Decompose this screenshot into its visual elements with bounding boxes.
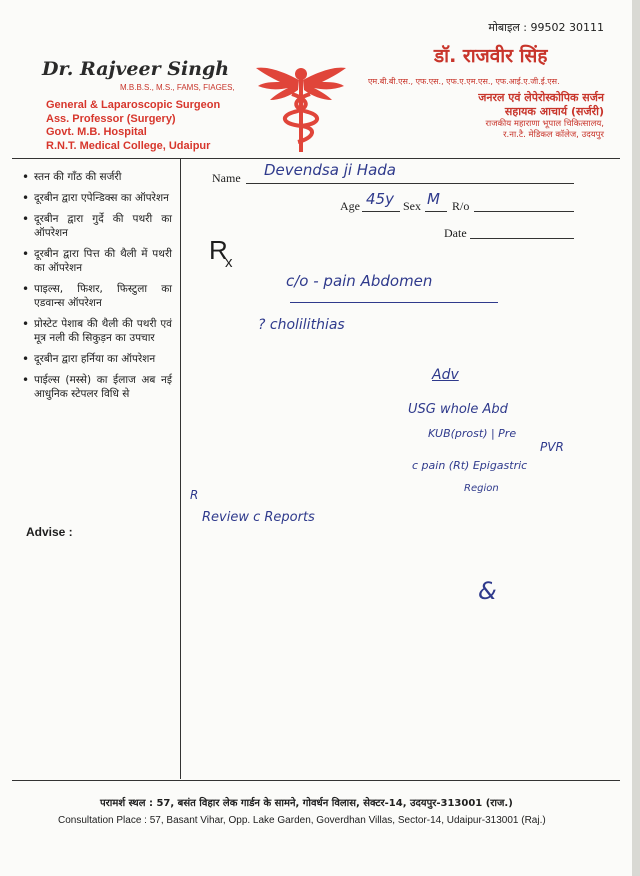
degrees-en: M.B.B.S., M.S., FAMS, FIAGES, xyxy=(120,83,235,92)
advice-line: Region xyxy=(464,483,499,494)
sex-label: Sex xyxy=(403,199,421,213)
hospital-hi-line: र.ना.टै. मेडिकल कॉलेज, उदयपुर xyxy=(503,130,604,140)
review-text: Review c Reports xyxy=(202,510,315,525)
titles-hi xyxy=(478,91,604,141)
diagnosis-text: ? cholilithias xyxy=(258,317,345,333)
date-line xyxy=(470,238,574,239)
age-label: Age xyxy=(340,199,360,213)
advice-line: USG whole Abd xyxy=(408,402,508,417)
date-label: Date xyxy=(444,226,467,240)
rx-symbol: R xyxy=(209,235,228,265)
ro-label: R/o xyxy=(452,199,470,213)
service-item: • दूरबीन द्वारा पित्त की थैली में पथरी का ऑपरेशन xyxy=(20,247,172,275)
paper-edge xyxy=(632,0,640,876)
titles-en xyxy=(46,99,220,153)
title-hi-line: सहायक आचार्य (सर्जरी) xyxy=(504,105,604,118)
advice-heading: Adv xyxy=(432,367,459,383)
service-item: • दूरबीन द्वारा एपेन्डिक्स का ऑपरेशन xyxy=(20,191,172,205)
header-divider xyxy=(12,158,620,159)
sex-line xyxy=(425,211,447,212)
address-hi: परामर्श स्थल : 57, बसंत विहार लेक गार्डन के सामने, गोवर्धन विलास, सेक्टर-14, उदयपुर-313001 (राज.) xyxy=(100,798,513,809)
title-hi-line: जनरल एवं लेपेरोस्कोपिक सर्जन xyxy=(478,91,604,104)
patient-age: 45y xyxy=(366,190,394,208)
complaint-text: c/o - pain Abdomen xyxy=(286,272,433,290)
mobile-number: मोबाइल : 99502 30111 xyxy=(488,21,604,34)
service-item: • पाइल्स, फिशर, फिस्टुला का एडवान्स ऑपरेशन xyxy=(20,282,172,310)
doctor-name-hi: डॉ. राजवीर सिंह xyxy=(434,45,548,67)
title-en-line: Ass. Professor (Surgery) xyxy=(46,112,176,125)
advise-label: Advise : xyxy=(26,525,73,539)
advice-line: c pain (Rt) Epigastric xyxy=(412,459,528,472)
advice-line: KUB(prost) | Pre xyxy=(428,427,517,440)
title-en-line: General & Laparoscopic Surgeon xyxy=(46,99,221,111)
title-en-line: Govt. M.B. Hospital xyxy=(46,126,147,138)
service-item: • दूरबीन द्वारा हर्निया का ऑपरेशन xyxy=(20,352,172,366)
service-item: • पाईल्स (मस्से) का ईलाज अब नई आधुनिक स्टेपलर विधि से xyxy=(20,373,172,401)
services-list xyxy=(20,170,172,408)
address-en: Consultation Place : 57, Basant Vihar, Opp. Lake Garden, Goverdhan Villas, Sector-14, Udaipur-313001 (Raj.) xyxy=(58,815,546,826)
doctor-name-en: Dr. Rajveer Singh xyxy=(42,58,230,80)
caduceus-icon xyxy=(254,52,348,156)
patient-sex: M xyxy=(427,190,440,208)
signature: & xyxy=(478,577,497,605)
hospital-hi-line: राजकीय महाराणा भूपाल चिकित्सालय, xyxy=(485,119,604,129)
rx-symbol-x: x xyxy=(225,254,233,271)
service-item: • प्रोस्टेट पेशाब की थैली की पथरी एवं मूत्र नली की सिकुड़न का उपचार xyxy=(20,317,172,345)
column-divider xyxy=(180,159,181,779)
service-item: • स्तन की गाँठ की सर्जरी xyxy=(20,170,172,184)
service-item: • दूरबीन द्वारा गुर्दे की पथरी का ऑपरेशन xyxy=(20,212,172,240)
age-line xyxy=(362,211,400,212)
footer-divider xyxy=(12,780,620,781)
title-en-line: R.N.T. Medical College, Udaipur xyxy=(46,139,211,152)
patient-name: Devendsa ji Hada xyxy=(264,161,396,179)
ro-line xyxy=(474,211,574,212)
name-label: Name xyxy=(212,171,241,185)
name-line xyxy=(246,183,574,184)
degrees-hi: एम.बी.बी.एस., एफ.एस., एफ.ए.एम.एस., एफ.आई.ए.जी.ई.एस. xyxy=(368,77,560,86)
advice-line: PVR xyxy=(540,440,564,454)
complaint-underline xyxy=(290,302,498,303)
rx-handwritten: R xyxy=(190,488,199,502)
